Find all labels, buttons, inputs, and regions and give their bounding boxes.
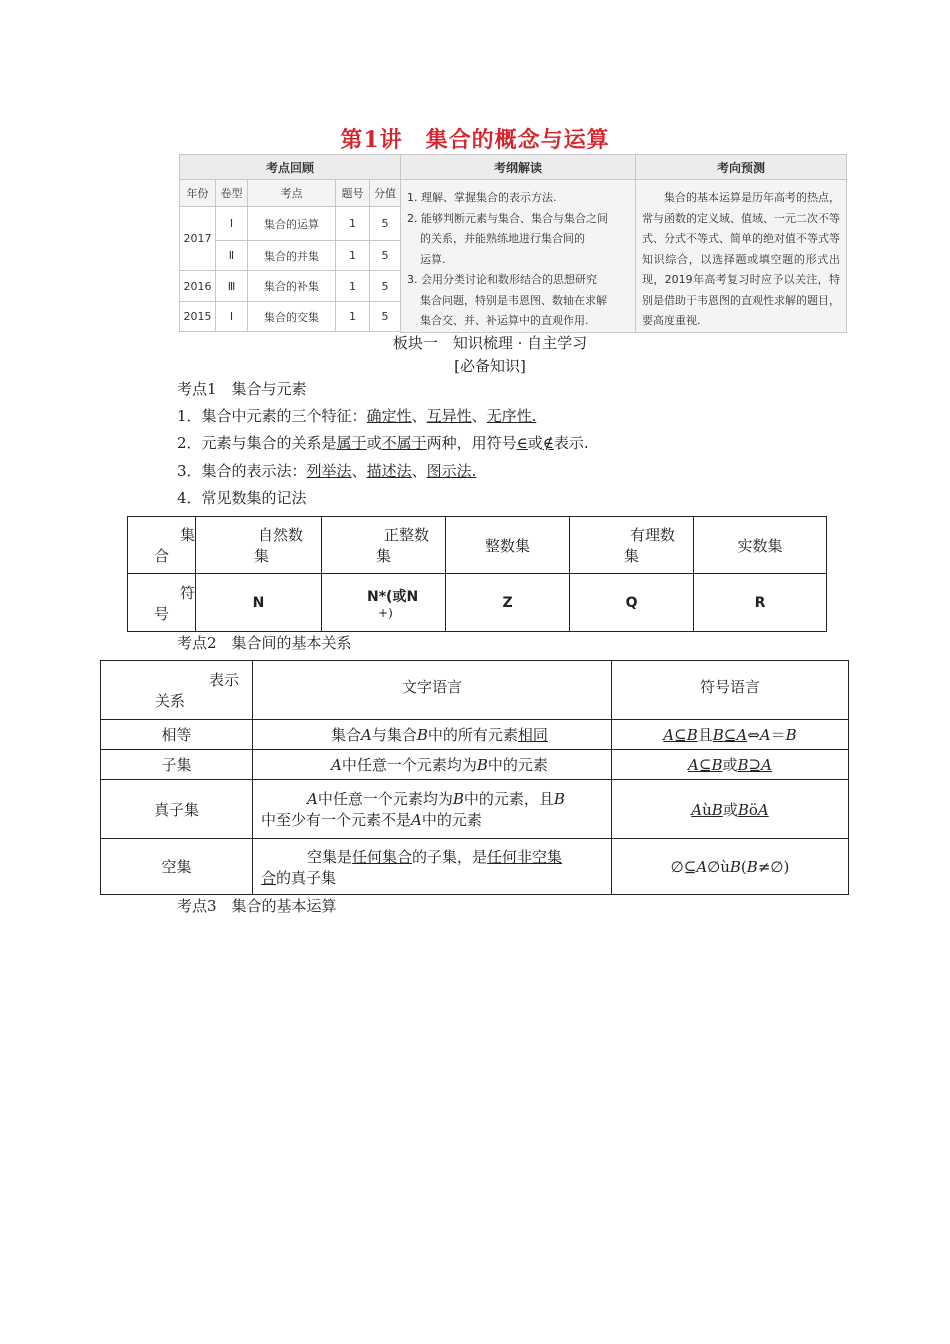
row-vol: Ⅰ <box>216 207 248 241</box>
row-year: 2017 <box>180 207 216 271</box>
rel-equal: 相等 <box>101 720 253 750</box>
header-review: 考点回顾 <box>180 155 401 180</box>
row-year: 2016 <box>180 271 216 302</box>
row-vol: Ⅰ <box>216 302 248 332</box>
sub-score: 分值 <box>370 180 401 207</box>
row-score: 5 <box>370 271 401 302</box>
sub-vol: 卷型 <box>216 180 248 207</box>
rel-equal-text: 集合A与集合B中的所有元素相同 <box>253 720 612 750</box>
rel-equal-symbol: A⊆B且B⊆A⇔A＝B <box>612 720 849 750</box>
rel-subset: 子集 <box>101 750 253 780</box>
k2-title: 考点2 集合间的基本关系 <box>177 634 352 652</box>
k1-line2: 2．元素与集合的关系是属于或不属于两种，用符号∈或∉表示. <box>177 434 589 452</box>
page-title: 第1讲 集合的概念与运算 <box>340 127 610 153</box>
cell-rational: 有理数 集 <box>570 517 694 574</box>
row-vol: Ⅲ <box>216 271 248 302</box>
rel-subset-text: A中任意一个元素均为B中的元素 <box>253 750 612 780</box>
overview-table <box>179 154 847 333</box>
cell-real: 实数集 <box>694 517 827 574</box>
row-score: 5 <box>370 207 401 241</box>
symbol-n-star: N*(或N +) <box>322 574 446 632</box>
sub-year: 年份 <box>180 180 216 207</box>
symbol-q: Q <box>570 574 694 632</box>
row-year: 2015 <box>180 302 216 332</box>
row-topic: 集合的运算 <box>248 207 336 241</box>
header-forecast: 考向预测 <box>636 155 847 180</box>
symbol-z: Z <box>446 574 570 632</box>
outline-text: 1. 理解、掌握集合的表示方法. 2. 能够判断元素与集合、集合与集合之间 的关系，并能熟练地进行集合间的 运算. 3. 会用分类讨论和数形结合的思想研究 集合问题，特别是韦恩图、数轴在求解 集合交、并、补运算中的直观作用. <box>401 180 636 333</box>
cell-natural: 自然数 集 <box>196 517 322 574</box>
sub-topic: 考点 <box>248 180 336 207</box>
cell-set-label: 集 合 <box>128 517 196 574</box>
section-heading: 板块一 知识梳理 · 自主学习 <box>392 334 588 352</box>
row-topic: 集合的补集 <box>248 271 336 302</box>
rel-empty-symbol: ∅⊆A∅ùB(B≠∅) <box>612 839 849 895</box>
cell-text-header: 文字语言 <box>253 661 612 720</box>
cell-symbol-header: 符号语言 <box>612 661 849 720</box>
cell-positive-int: 正整数 集 <box>322 517 446 574</box>
rel-empty: 空集 <box>101 839 253 895</box>
row-no: 1 <box>336 271 370 302</box>
header-outline: 考纲解读 <box>401 155 636 180</box>
symbol-n: N <box>196 574 322 632</box>
row-score: 5 <box>370 302 401 332</box>
row-topic: 集合的交集 <box>248 302 336 332</box>
rel-proper-text: A中任意一个元素均为B中的元素，且B 中至少有一个元素不是A中的元素 <box>253 780 612 839</box>
rel-empty-text: 空集是任何集合的子集，是任何非空集 合的真子集 <box>253 839 612 895</box>
row-topic: 集合的并集 <box>248 241 336 271</box>
symbol-r: R <box>694 574 827 632</box>
row-no: 1 <box>336 241 370 271</box>
row-no: 1 <box>336 302 370 332</box>
cell-relation-header: 表示 关系 <box>101 661 253 720</box>
rel-subset-symbol: A⊆B或B⊇A <box>612 750 849 780</box>
k1-line4: 4．常见数集的记法 <box>177 489 307 507</box>
row-no: 1 <box>336 207 370 241</box>
forecast-text: 集合的基本运算是历年高考的热点，常与函数的定义域、值域、一元二次不等式、分式不等式、简单的绝对值不等式等知识综合，以选择题或填空题的形式出现，2019年高考复习时应予以关注，特别是借助于韦恩图的直观性求解的题目，要高度重视. <box>636 180 847 333</box>
k1-line3: 3．集合的表示法：列举法、描述法、图示法. <box>177 462 477 480</box>
number-sets-table <box>127 516 827 632</box>
k3-title: 考点3 集合的基本运算 <box>177 897 337 915</box>
rel-proper-symbol: AùB或BöA <box>612 780 849 839</box>
row-vol: Ⅱ <box>216 241 248 271</box>
cell-integer: 整数集 <box>446 517 570 574</box>
row-score: 5 <box>370 241 401 271</box>
cell-symbol-label: 符 号 <box>128 574 196 632</box>
subsection-heading: [必备知识] <box>454 357 526 375</box>
k1-line1: 1．集合中元素的三个特征：确定性、互异性、无序性. <box>177 407 537 425</box>
sub-no: 题号 <box>336 180 370 207</box>
relations-table <box>100 660 849 895</box>
k1-title: 考点1 集合与元素 <box>177 380 307 398</box>
rel-proper-subset: 真子集 <box>101 780 253 839</box>
